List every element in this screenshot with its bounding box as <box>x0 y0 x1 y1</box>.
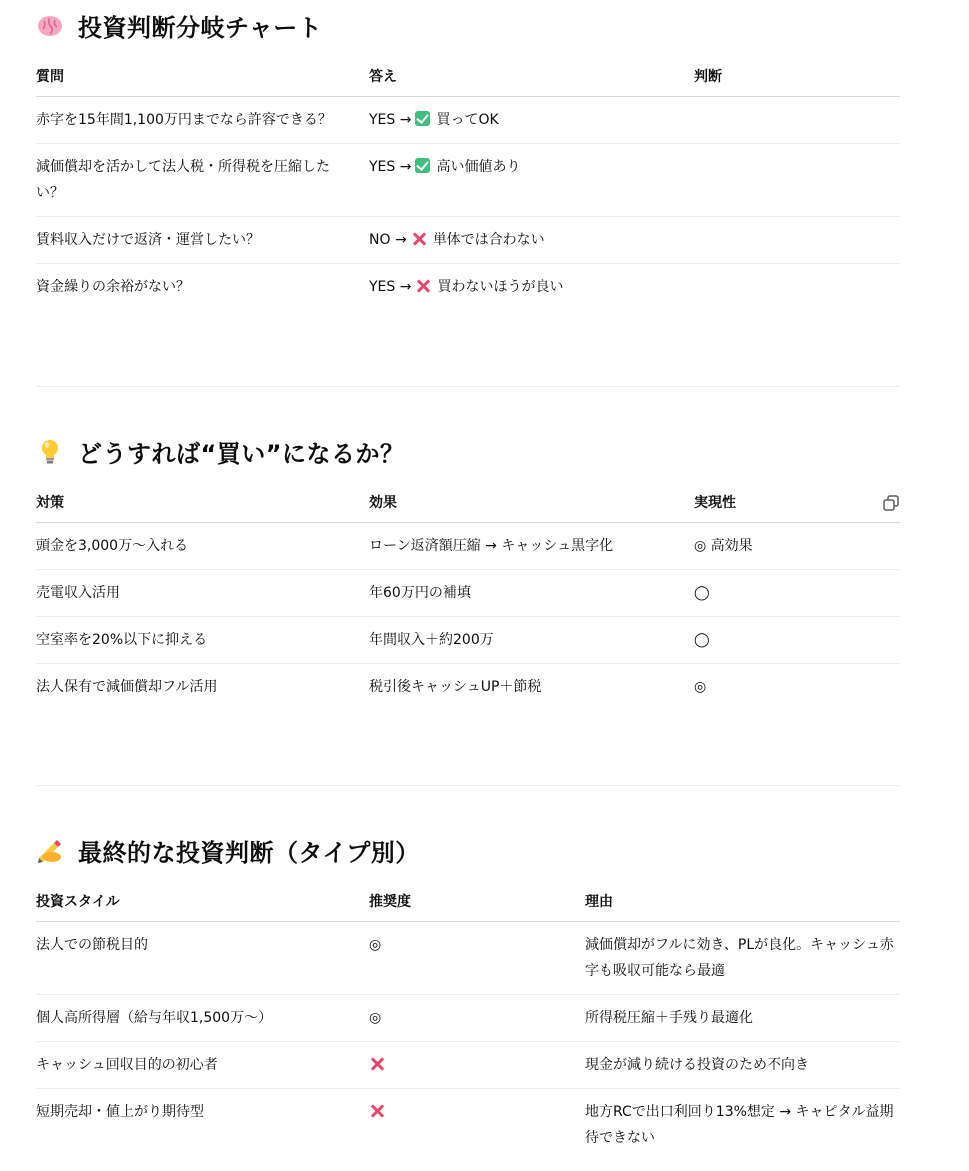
style-cell: 個人高所得層（給与年収1,500万〜） <box>36 995 369 1042</box>
effect-cell: 税引後キャッシュUP＋節税 <box>369 679 542 695</box>
verdict-text: 単体では合わない <box>432 232 545 248</box>
effect-cell: ローン返済額圧縮 → キャッシュ黒字化 <box>369 523 694 570</box>
section-title-text: どうすれば“買い”になるか？ <box>78 439 405 468</box>
feasibility-cell: ◯ <box>694 617 900 664</box>
feasibility-cell: ◎ 高効果 <box>694 523 900 570</box>
check-mark-icon <box>415 158 430 173</box>
column-header-reason: 理由 <box>585 883 900 922</box>
cross-mark-icon <box>369 1103 385 1119</box>
column-header-effect: 効果 <box>369 484 694 523</box>
section-title-text: 最終的な投資判断（タイプ別） <box>78 838 420 867</box>
rating-cell: ◎ <box>369 922 585 995</box>
judgement-cell <box>694 264 900 311</box>
question-cell: 資金繰りの余裕がない？ <box>36 279 190 295</box>
cross-mark-icon <box>411 231 427 247</box>
answer-text: YES → <box>369 279 412 295</box>
table-row <box>36 617 900 664</box>
answer-text: NO → <box>369 232 407 248</box>
column-header-style: 投資スタイル <box>36 883 369 922</box>
rating-cell <box>369 1089 585 1162</box>
verdict-text: 買わないほうが良い <box>437 279 564 295</box>
table-header-row <box>36 883 900 922</box>
section-divider <box>36 386 900 387</box>
measure-cell: 法人保有で減価償却フル活用 <box>36 679 218 695</box>
table-row <box>36 922 900 995</box>
check-mark-icon <box>415 111 430 126</box>
question-cell: 赤字を15年間1,100万円までなら許容できる？ <box>36 97 369 144</box>
table-row <box>36 995 900 1042</box>
cross-mark-icon <box>415 278 431 294</box>
feasibility-cell: ◎ <box>694 679 707 695</box>
rating-cell: ◎ <box>369 995 585 1042</box>
answer-text: YES → <box>369 112 412 128</box>
column-header-judgement: 判断 <box>694 58 900 97</box>
cross-mark-icon <box>369 1056 385 1072</box>
writing-hand-icon <box>36 836 64 864</box>
column-header-measure: 対策 <box>36 484 369 523</box>
section-title-final-judgement <box>36 830 420 870</box>
rating-cell <box>369 1042 585 1089</box>
table-row <box>36 570 900 617</box>
table-row <box>36 264 900 311</box>
answer-cell <box>369 264 694 311</box>
section-title-how-to-buy <box>36 431 405 471</box>
answer-text: YES → <box>369 159 412 175</box>
column-header-question: 質問 <box>36 58 369 97</box>
table-row <box>36 664 900 711</box>
measure-cell: 売電収入活用 <box>36 570 369 617</box>
effect-cell: 年60万円の補填 <box>369 570 694 617</box>
judgement-cell <box>694 97 900 144</box>
reason-cell: 所得税圧縮＋手残り最適化 <box>585 995 900 1042</box>
table-row <box>36 144 900 217</box>
judgement-cell <box>694 144 900 217</box>
reason-cell: 地方RCで出口利回り13%想定 → キャピタル益期待できない <box>585 1104 894 1146</box>
reason-cell: 減価償却がフルに効き、PLが良化。キャッシュ赤字も吸収可能なら最適 <box>585 922 900 995</box>
decision-chart-table <box>36 58 900 310</box>
table-row <box>36 97 900 144</box>
question-cell: 賃料収入だけで返済・運営したい？ <box>36 217 369 264</box>
style-cell: 法人での節税目的 <box>36 922 369 995</box>
column-header-answer: 答え <box>369 58 694 97</box>
answer-cell <box>369 97 694 144</box>
reason-cell: 現金が減り続ける投資のため不向き <box>585 1042 900 1089</box>
final-judgement-table <box>36 883 900 1161</box>
table-row <box>36 1089 900 1162</box>
judgement-cell <box>694 217 900 264</box>
light-bulb-icon <box>36 437 64 465</box>
style-cell: キャッシュ回収目的の初心者 <box>36 1042 369 1089</box>
measures-table <box>36 484 900 710</box>
table-row <box>36 1042 900 1089</box>
column-header-feasibility: 実現性 <box>694 484 900 523</box>
measure-cell: 空室率を20%以下に抑える <box>36 617 369 664</box>
column-header-rating: 推奨度 <box>369 883 585 922</box>
verdict-text: 高い価値あり <box>436 159 521 175</box>
answer-cell <box>369 217 694 264</box>
question-cell: 減価償却を活かして法人税・所得税を圧縮したい？ <box>36 144 369 217</box>
section-title-text: 投資判断分岐チャート <box>78 13 323 42</box>
table-header-row <box>36 58 900 97</box>
table-header-row <box>36 484 900 523</box>
answer-cell <box>369 144 694 217</box>
style-cell: 短期売却・値上がり期待型 <box>36 1104 204 1120</box>
feasibility-cell: ◯ <box>694 570 900 617</box>
table-row <box>36 523 900 570</box>
section-divider <box>36 785 900 786</box>
verdict-text: 買ってOK <box>436 112 499 128</box>
effect-cell: 年間収入＋約200万 <box>369 617 694 664</box>
measure-cell: 頭金を3,000万〜入れる <box>36 523 369 570</box>
section-title-decision-chart <box>36 5 322 45</box>
table-row <box>36 217 900 264</box>
brain-icon <box>36 11 64 39</box>
